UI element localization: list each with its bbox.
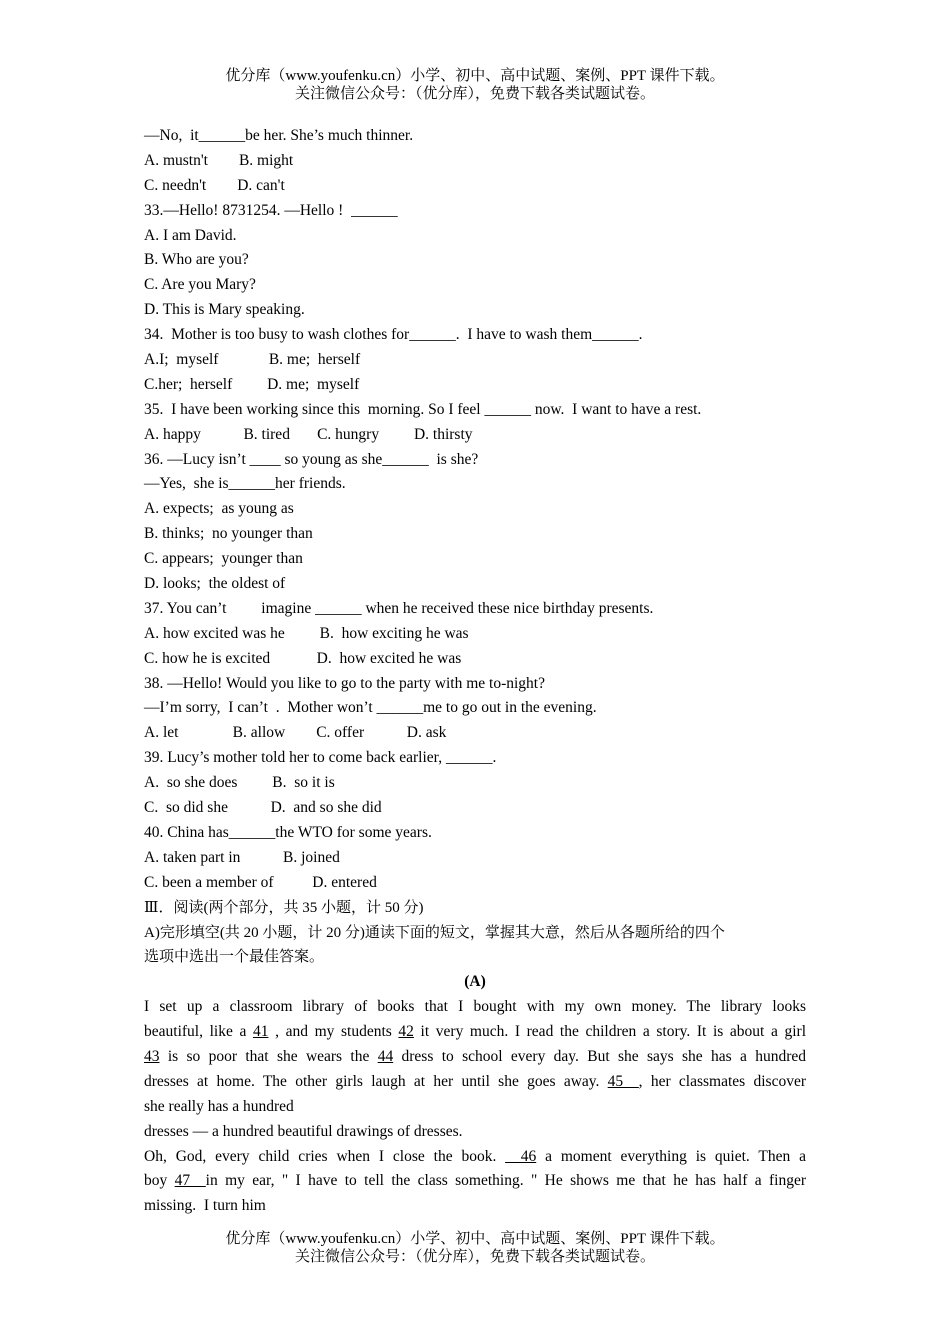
passage-line: [144, 1045, 806, 1070]
passage-line: she really has a hundred: [144, 1097, 294, 1115]
question-39: 39. Lucy’s mother told her to come back earlier, ______.: [144, 749, 497, 767]
text-line: B. Who are you?: [144, 251, 249, 269]
text-line: —I’m sorry, I can’t . Mother won’t ______me to go out in the evening.: [144, 699, 597, 717]
text-line: C. needn't D. can't: [144, 176, 285, 194]
question-40: 40. China has______the WTO for some years.: [144, 823, 432, 841]
passage-line: missing. I turn him: [144, 1197, 266, 1215]
blank-41: 41: [252, 1023, 269, 1041]
text-line: A. mustn't B. might: [144, 151, 294, 169]
section-title: Ⅲ．阅读(两个部分，共 35 小题，计 50 分): [144, 899, 424, 916]
question-33: 33.—Hello! 8731254. —Hello ! ______: [144, 201, 398, 219]
text-line: B. thinks; no younger than: [144, 525, 313, 543]
text-line: A. how excited was he B. how exciting he was: [144, 624, 469, 642]
question-37: 37. You can’t imagine ______ when he received these nice birthday presents.: [144, 599, 654, 617]
text-line: C.her; herself D. me; myself: [144, 375, 360, 393]
passage-text: beautiful, like a: [144, 1023, 253, 1041]
passage-title: (A): [464, 973, 486, 991]
passage-text: is so poor that she wears the: [159, 1047, 378, 1065]
passage-text: dresses at home. The other girls laugh at her until she goes away.: [144, 1072, 608, 1090]
text-line: A. taken part in B. joined: [144, 848, 340, 866]
passage-text: in my ear, " I have to tell the class something. " He shows me that he has half a finger: [205, 1172, 806, 1190]
blank-45: 45__: [607, 1072, 639, 1090]
blank-46: __46: [505, 1147, 537, 1165]
passage-line: I set up a classroom library of books that I bought with my own money. The library looks: [144, 998, 806, 1016]
text-line: —No, it______be her. She’s much thinner.: [144, 127, 414, 144]
passage-text: , and my students: [268, 1023, 399, 1041]
section-instruction: 选项中选出一个最佳答案。: [144, 949, 325, 966]
text-line: A. so she does B. so it is: [144, 774, 335, 792]
text-line: A.I; myself B. me; herself: [144, 351, 361, 369]
text-line: D. This is Mary speaking.: [144, 301, 305, 319]
passage-line: dresses — a hundred beautiful drawings of dresses.: [144, 1122, 463, 1140]
passage-line: [144, 1070, 806, 1095]
question-38: 38. —Hello! Would you like to go to the party with me to-night?: [144, 674, 545, 692]
passage-text: a moment everything is quiet. Then a: [536, 1147, 806, 1165]
passage-text: dress to school every day. But she says she has a hundred: [393, 1047, 806, 1065]
passage-line: [144, 1169, 806, 1194]
header-line-2: 关注微信公众号：（优分库），免费下载各类试题试卷。: [294, 86, 655, 102]
text-line: —Yes, she is______her friends.: [144, 475, 346, 493]
text-line: C. appears; younger than: [144, 550, 303, 568]
passage-line: [144, 1145, 806, 1170]
footer-line-2: 关注微信公众号：（优分库），免费下载各类试题试卷。: [294, 1249, 655, 1265]
text-line: C. Are you Mary?: [144, 276, 256, 294]
footer-line-1: 优分库（www.youfenku.cn）小学、初中、高中试题、案例、PPT 课件下载。: [225, 1231, 725, 1247]
header-line-1: 优分库（www.youfenku.cn）小学、初中、高中试题、案例、PPT 课件下载。: [225, 68, 725, 84]
text-line: C. how he is excited D. how excited he was: [144, 649, 462, 667]
page-header: [0, 67, 950, 103]
blank-44: 44: [377, 1047, 394, 1065]
passage-line: [144, 1020, 806, 1045]
document-body: [144, 124, 806, 1219]
text-line: A. let B. allow C. offer D. ask: [144, 724, 447, 742]
page-footer: [0, 1230, 950, 1266]
section-instruction: A)完形填空(共 20 小题，计 20 分)通读下面的短文，掌握其大意，然后从各题所给的四个: [144, 924, 725, 941]
text-line: A. expects; as young as: [144, 500, 294, 518]
passage-text: Oh, God, every child cries when I close the book.: [144, 1147, 506, 1165]
question-36: 36. —Lucy isn’t ____ so young as she______ is she?: [144, 450, 479, 468]
text-line: C. been a member of D. entered: [144, 873, 377, 891]
question-34: 34. Mother is too busy to wash clothes for______. I have to wash them______.: [144, 326, 643, 344]
blank-43: 43: [144, 1047, 160, 1065]
blank-47: 47__: [174, 1172, 206, 1190]
passage-text: boy: [144, 1172, 175, 1190]
passage-text: it very much. I read the children a story. It is about a girl: [413, 1023, 806, 1041]
blank-42: 42: [398, 1023, 414, 1041]
text-line: A. I am David.: [144, 226, 237, 244]
text-line: C. so did she D. and so she did: [144, 799, 382, 817]
passage-text: , her classmates discover: [638, 1072, 806, 1090]
text-line: A. happy B. tired C. hungry D. thirsty: [144, 425, 473, 443]
question-35: 35. I have been working since this morning. So I feel ______ now. I want to have a rest.: [144, 400, 702, 418]
text-line: D. looks; the oldest of: [144, 575, 286, 593]
